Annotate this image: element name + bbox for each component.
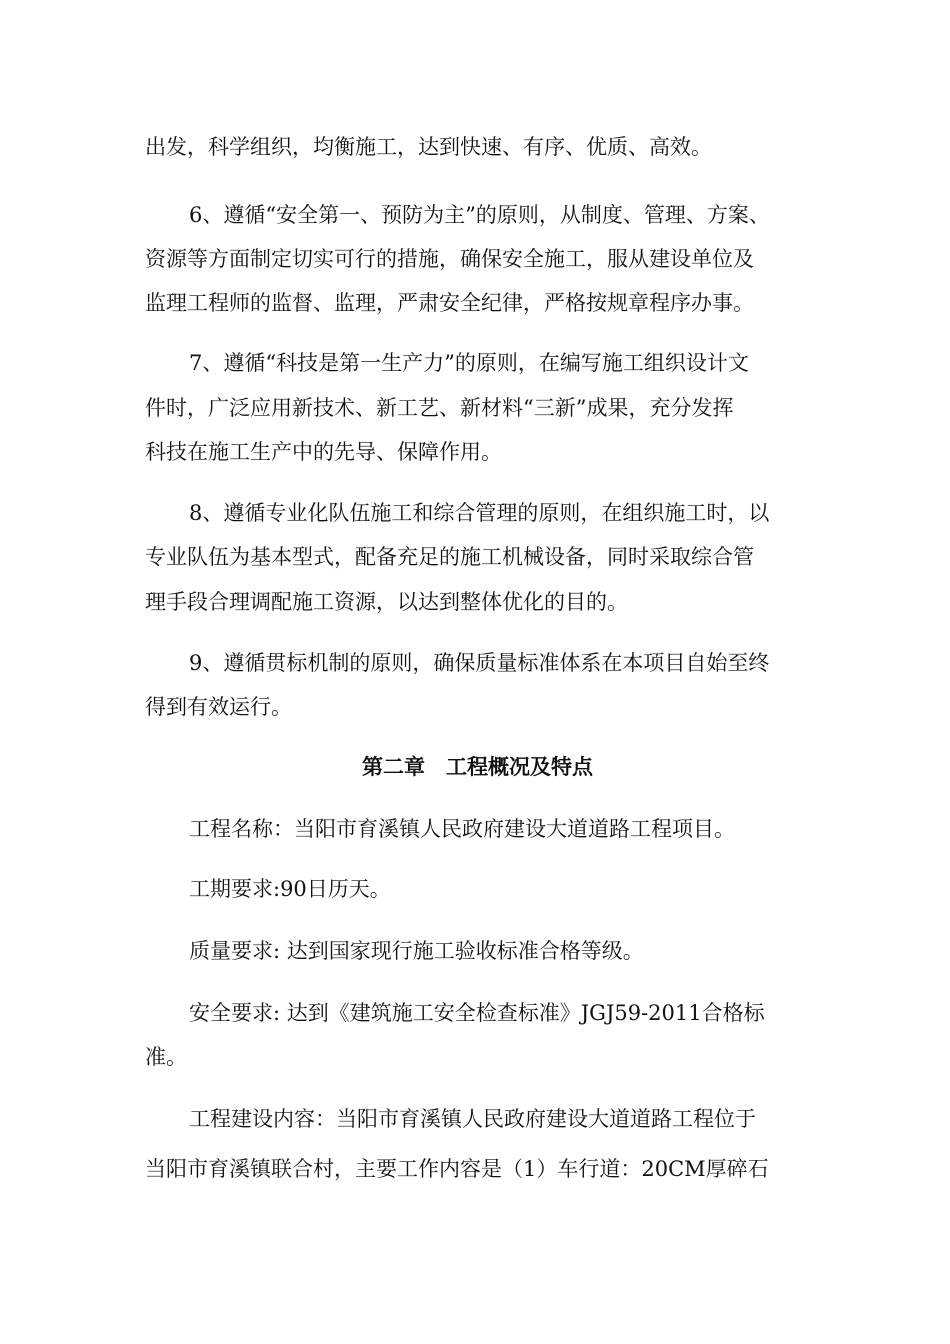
principle-8-line-3: 理手段合理调配施工资源，以达到整体优化的目的。 <box>145 590 628 614</box>
construction-content-line-1: 工程建设内容：当阳市育溪镇人民政府建设大道道路工程位于 <box>189 1107 756 1131</box>
principle-8-line-2: 专业队伍为基本型式，配备充足的施工机械设备，同时采取综合管 <box>145 545 754 569</box>
principle-6-line-3: 监理工程师的监督、监理，严肃安全纪律，严格按规章程序办事。 <box>145 291 754 315</box>
principle-7-line-3: 科技在施工生产中的先导、保障作用。 <box>145 440 502 464</box>
principle-9-line-2: 得到有效运行。 <box>145 695 292 719</box>
principle-7-line-2: 件时，广泛应用新技术、新工艺、新材料“三新”成果，充分发挥 <box>145 396 734 420</box>
principle-8-line-1: 8、遵循专业化队伍施工和综合管理的原则，在组织施工时，以 <box>189 501 770 525</box>
principle-7-line-1: 7、遵循“科技是第一生产力”的原则，在编写施工组织设计文 <box>189 351 749 375</box>
principle-6-line-1: 6、遵循“安全第一、预防为主”的原则，从制度、管理、方案、 <box>189 203 770 227</box>
safety-requirement-line-2: 准。 <box>145 1045 187 1069</box>
principle-6-line-2: 资源等方面制定切实可行的措施，确保安全施工，服从建设单位及 <box>145 247 754 271</box>
project-name: 工程名称：当阳市育溪镇人民政府建设大道道路工程项目。 <box>189 817 735 841</box>
principle-9-line-1: 9、遵循贯标机制的原则，确保质量标准体系在本项目自始至终 <box>189 651 770 675</box>
paragraph-line: 出发，科学组织，均衡施工，达到快速、有序、优质、高效。 <box>145 135 712 159</box>
safety-requirement-line-1: 安全要求: 达到《建筑施工安全检查标准》JGJ59-2011合格标 <box>189 1001 765 1025</box>
quality-requirement: 质量要求: 达到国家现行施工验收标准合格等级。 <box>189 939 644 963</box>
construction-content-line-2: 当阳市育溪镇联合村，主要工作内容是（1）车行道：20CM厚碎石 <box>145 1157 769 1181</box>
chapter-heading: 第二章 工程概况及特点 <box>362 755 593 779</box>
project-duration: 工期要求:90日历天。 <box>189 877 391 901</box>
